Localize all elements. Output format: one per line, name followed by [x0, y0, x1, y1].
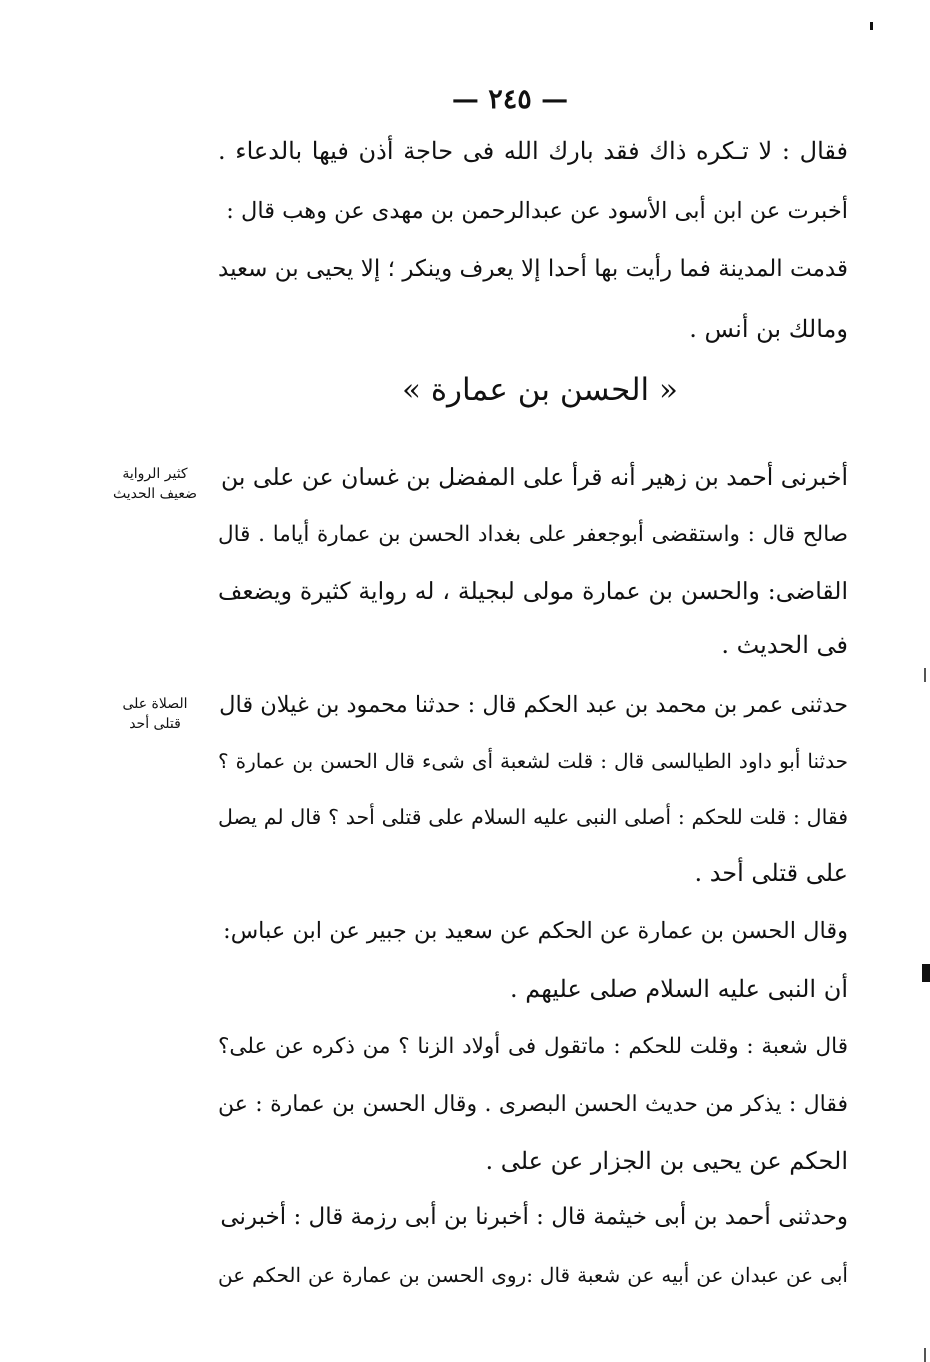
page-number: — ٢٤٥ —: [451, 84, 569, 115]
scan-edge-mark: [922, 964, 930, 982]
text-line: أن النبى عليه السلام صلى عليهم .: [510, 975, 848, 1003]
text-line: ومالك بن أنس .: [689, 315, 848, 343]
text-line: قدمت المدينة فما رأيت بها أحدا إلا يعرف وينكر ؛ إلا يحيى بن سعيد: [218, 256, 848, 282]
margin-note-line: قتلى أحد: [129, 716, 181, 732]
text-line: فى الحديث .: [721, 631, 848, 659]
text-line: على قتلى أحد .: [694, 859, 848, 887]
text-line: صالح قال : واستقضى أبوجعفر على بغداد الحسن بن عمارة أياما . قال: [218, 522, 848, 547]
text-line: أبى عن عبدان عن أبيه عن شعبة قال :روى الحسن بن عمارة عن الحكم عن: [218, 1263, 848, 1287]
margin-note-line: الصلاة على: [122, 696, 188, 712]
text-line: وحدثنى أحمد بن أبى خيثمة قال : أخبرنا بن أبى رزمة قال : أخبرنى: [220, 1204, 848, 1230]
main-text-column: [218, 0, 848, 1362]
text-line: قال شعبة : وقلت للحكم : ماتقول فى أولاد الزنا ؟ من ذكره عن على؟: [218, 1034, 848, 1059]
margin-note-line: ضعيف الحديث: [113, 486, 197, 502]
margin-note-line: كثير الرواية: [122, 466, 188, 482]
scan-edge-mark: [924, 668, 926, 682]
text-line: وقال الحسن بن عمارة عن الحكم عن سعيد بن جبير عن ابن عباس:: [223, 918, 848, 944]
text-line: حدثنا أبو داود الطيالسى قال : قلت لشعبة أى شىء قال الحسن بن عمارة ؟: [218, 749, 848, 773]
margin-note: [100, 464, 210, 504]
text-line: فقال : لا تـكره ذاك فقد بارك الله فى حاجة أذن فيها بالدعاء .: [218, 137, 848, 165]
text-line: أخبرنى أحمد بن زهير أنه قرأ على المفضل بن غسان عن على بن: [220, 463, 848, 491]
text-line: القاضى: والحسن بن عمارة مولى لبجيلة ، له رواية كثيرة ويضعف: [218, 577, 848, 605]
text-line: فقال : يذكر من حديث الحسن البصرى . وقال الحسن بن عمارة : عن: [218, 1092, 848, 1117]
text-line: الحكم عن يحيى بن الجزار عن على .: [485, 1147, 848, 1175]
scan-speck: [870, 22, 873, 30]
section-heading: « الحسن بن عمارة »: [402, 372, 678, 408]
margin-note: [100, 694, 210, 734]
text-line: أخبرت عن ابن أبى الأسود عن عبدالرحمن بن مهدى عن وهب قال :: [226, 198, 848, 224]
text-line: فقال : قلت للحكم : أصلى النبى عليه السلام على قتلى أحد ؟ قال لم يصل: [218, 805, 848, 829]
text-line: حدثنى عمر بن محمد بن عبد الحكم قال : حدثنا محمود بن غيلان قال: [219, 692, 848, 718]
scan-edge-mark: [924, 1348, 926, 1362]
